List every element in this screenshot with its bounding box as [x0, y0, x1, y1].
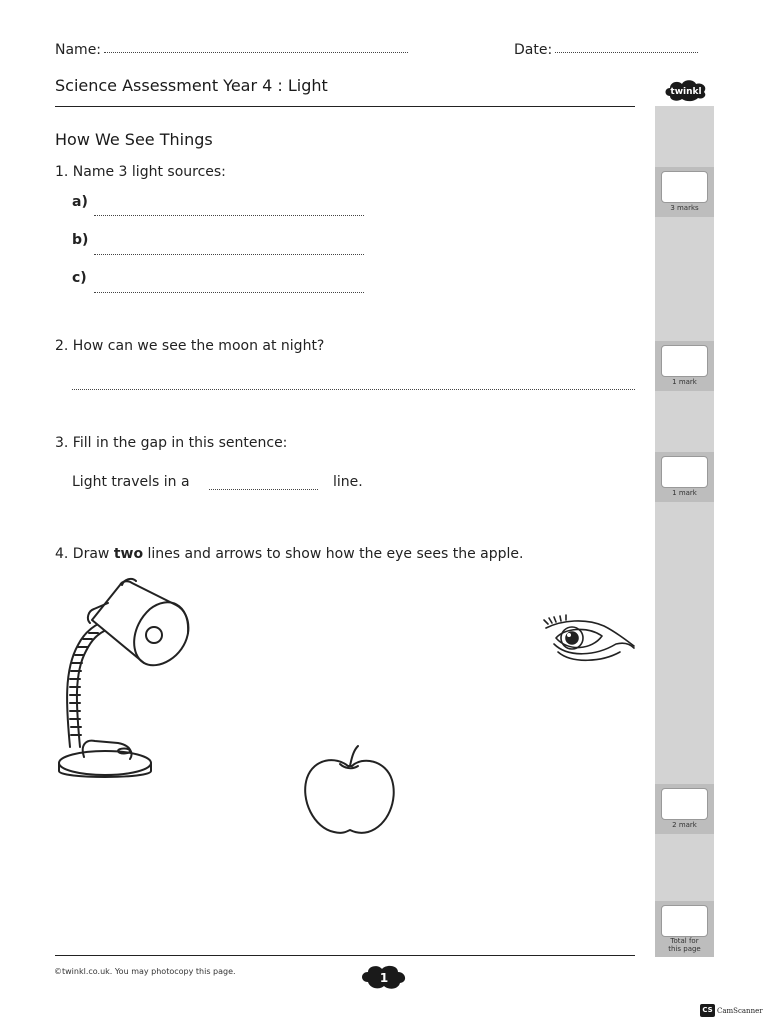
- marks-label: 2 mark: [672, 821, 697, 829]
- mark-entry-box[interactable]: [661, 171, 708, 203]
- mark-entry-box[interactable]: [661, 788, 708, 820]
- name-field[interactable]: [104, 52, 408, 53]
- twinkl-logo-text: twinkl: [670, 87, 702, 97]
- question-1a-label: a): [72, 194, 88, 210]
- footer-rule: [55, 955, 635, 956]
- total-label-line2: this page: [668, 945, 701, 953]
- camscanner-text: CamScanner: [717, 1007, 763, 1015]
- marks-label: 3 marks: [670, 204, 699, 212]
- answer-3-gap-field[interactable]: [209, 489, 318, 490]
- date-label: Date:: [514, 42, 553, 58]
- title-rule: [55, 106, 635, 107]
- question-4-prefix: 4. Draw: [55, 546, 114, 562]
- answer-2-field[interactable]: [72, 389, 635, 390]
- question-4-suffix: lines and arrows to show how the eye sees the apple.: [143, 546, 524, 562]
- apple-illustration: [300, 742, 400, 838]
- total-label-line1: Total for: [670, 937, 699, 945]
- section-title: How We See Things: [55, 130, 213, 149]
- question-4-bold: two: [113, 546, 144, 562]
- question-2-text: 2. How can we see the moon at night?: [55, 338, 325, 354]
- sentence-end: line.: [333, 474, 363, 490]
- question-1-text: 1. Name 3 light sources:: [55, 164, 226, 180]
- marks-box-q4: [655, 784, 714, 834]
- answer-1b-field[interactable]: [94, 254, 364, 255]
- date-field[interactable]: [555, 52, 698, 53]
- answer-1a-field[interactable]: [94, 215, 364, 216]
- name-label: Name:: [55, 42, 102, 58]
- sentence-start: Light travels in a: [72, 474, 190, 490]
- question-1c-label: c): [72, 270, 87, 286]
- page-title: Science Assessment Year 4 : Light: [55, 76, 328, 95]
- question-4-text: [55, 546, 523, 562]
- camscanner-badge: CS: [700, 1004, 715, 1017]
- mark-entry-box[interactable]: [661, 345, 708, 377]
- eye-illustration: [542, 614, 637, 670]
- marks-box-q1: [655, 167, 714, 217]
- total-label: [655, 937, 714, 953]
- answer-1c-field[interactable]: [94, 292, 364, 293]
- page-number: 1: [379, 971, 389, 985]
- desk-lamp-illustration: [50, 575, 205, 785]
- footer-copyright: ©twinkl.co.uk. You may photocopy this page.: [54, 967, 236, 976]
- page-number-badge: [358, 962, 410, 992]
- marks-box-q3: [655, 452, 714, 502]
- total-entry-box[interactable]: [661, 905, 708, 937]
- marks-label: 1 mark: [672, 378, 697, 386]
- total-marks-box: [655, 901, 714, 957]
- marks-label: 1 mark: [672, 489, 697, 497]
- question-1b-label: b): [72, 232, 89, 248]
- question-3-text: 3. Fill in the gap in this sentence:: [55, 435, 288, 451]
- mark-entry-box[interactable]: [661, 456, 708, 488]
- twinkl-logo: [662, 74, 710, 104]
- marks-box-q2: [655, 341, 714, 391]
